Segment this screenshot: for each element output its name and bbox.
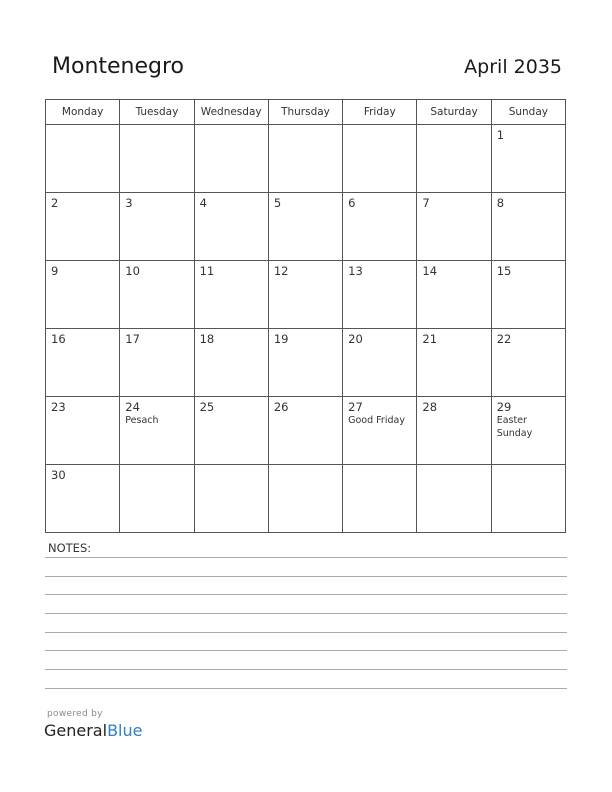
weekday-thursday: Thursday [268,100,342,125]
empty-day-cell [343,125,417,193]
day-number: 7 [422,196,430,210]
day-cell-25 [194,397,268,465]
calendar-body [46,125,566,533]
country-title: Montenegro [52,54,185,79]
day-cell-9 [46,261,120,329]
brand-blue: Blue [107,721,143,740]
week-row [46,397,566,465]
notes-label: NOTES: [48,541,92,555]
day-number: 10 [125,264,140,278]
day-cell-1 [491,125,565,193]
day-number: 26 [273,400,289,414]
week-row [46,193,566,261]
day-number: 19 [273,332,289,346]
day-cell-17 [120,329,194,397]
note-line [45,650,567,651]
day-cell-3 [120,193,194,261]
holiday-label: Pesach [125,415,159,426]
weekday-tuesday: Tuesday [120,100,194,125]
empty-day-cell [46,125,120,193]
week-row [46,125,566,193]
day-cell-7 [417,193,491,261]
day-number: 23 [51,400,66,414]
powered-by-text: powered by [47,709,103,719]
day-number: 25 [199,400,215,414]
day-cell-5 [268,193,342,261]
day-number: 9 [51,264,59,278]
day-number: 30 [51,468,66,482]
day-cell-28 [417,397,491,465]
weekday-wednesday: Wednesday [194,100,268,125]
weekday-header-row [46,100,566,125]
day-number: 27 [348,400,363,414]
day-cell-18 [194,329,268,397]
empty-day-cell [194,125,268,193]
calendar-grid [45,99,566,533]
holiday-label: Good Friday [348,415,405,426]
weekday-sunday: Sunday [491,100,565,125]
week-row [46,329,566,397]
day-number: 3 [125,196,133,210]
day-number: 13 [348,264,363,278]
day-number: 24 [125,400,140,414]
day-cell-21 [417,329,491,397]
week-row [46,261,566,329]
note-line [45,576,567,577]
empty-day-cell [417,125,491,193]
brand-logo[interactable] [44,721,142,740]
note-line [45,557,567,558]
day-number: 6 [348,196,356,210]
day-cell-23 [46,397,120,465]
weekday-friday: Friday [343,100,417,125]
day-number: 18 [199,332,215,346]
empty-day-cell [343,465,417,533]
day-number: 20 [348,332,363,346]
day-number: 28 [422,400,438,414]
day-cell-15 [491,261,565,329]
note-line [45,613,567,614]
day-cell-20 [343,329,417,397]
day-cell-27 [343,397,417,465]
day-cell-11 [194,261,268,329]
day-number: 29 [496,400,512,414]
brand-general: General [44,721,108,740]
holiday-label: Easter Sunday [496,415,533,439]
day-cell-12 [268,261,342,329]
day-cell-6 [343,193,417,261]
day-number: 4 [199,196,207,210]
note-line [45,632,567,633]
day-cell-29 [491,397,565,465]
weekday-monday: Monday [46,100,120,125]
day-cell-26 [268,397,342,465]
empty-day-cell [120,465,194,533]
day-cell-4 [194,193,268,261]
day-cell-8 [491,193,565,261]
day-number: 1 [496,128,505,142]
empty-day-cell [268,465,342,533]
day-number: 14 [422,264,438,278]
day-number: 16 [51,332,66,346]
day-number: 8 [496,196,505,210]
day-number: 15 [496,264,512,278]
day-cell-22 [491,329,565,397]
weekday-saturday: Saturday [417,100,491,125]
day-number: 11 [199,264,215,278]
empty-day-cell [268,125,342,193]
day-cell-13 [343,261,417,329]
note-line [45,594,567,595]
empty-day-cell [491,465,565,533]
day-number: 21 [422,332,438,346]
week-row [46,465,566,533]
note-line [45,688,567,689]
day-number: 12 [273,264,289,278]
note-line [45,669,567,670]
month-title: April 2035 [464,56,562,78]
day-cell-30 [46,465,120,533]
empty-day-cell [194,465,268,533]
day-number: 2 [51,196,59,210]
day-number: 17 [125,332,140,346]
day-cell-16 [46,329,120,397]
empty-day-cell [417,465,491,533]
day-number: 22 [496,332,512,346]
day-cell-19 [268,329,342,397]
day-cell-24 [120,397,194,465]
day-cell-10 [120,261,194,329]
day-cell-2 [46,193,120,261]
day-number: 5 [273,196,282,210]
day-cell-14 [417,261,491,329]
empty-day-cell [120,125,194,193]
